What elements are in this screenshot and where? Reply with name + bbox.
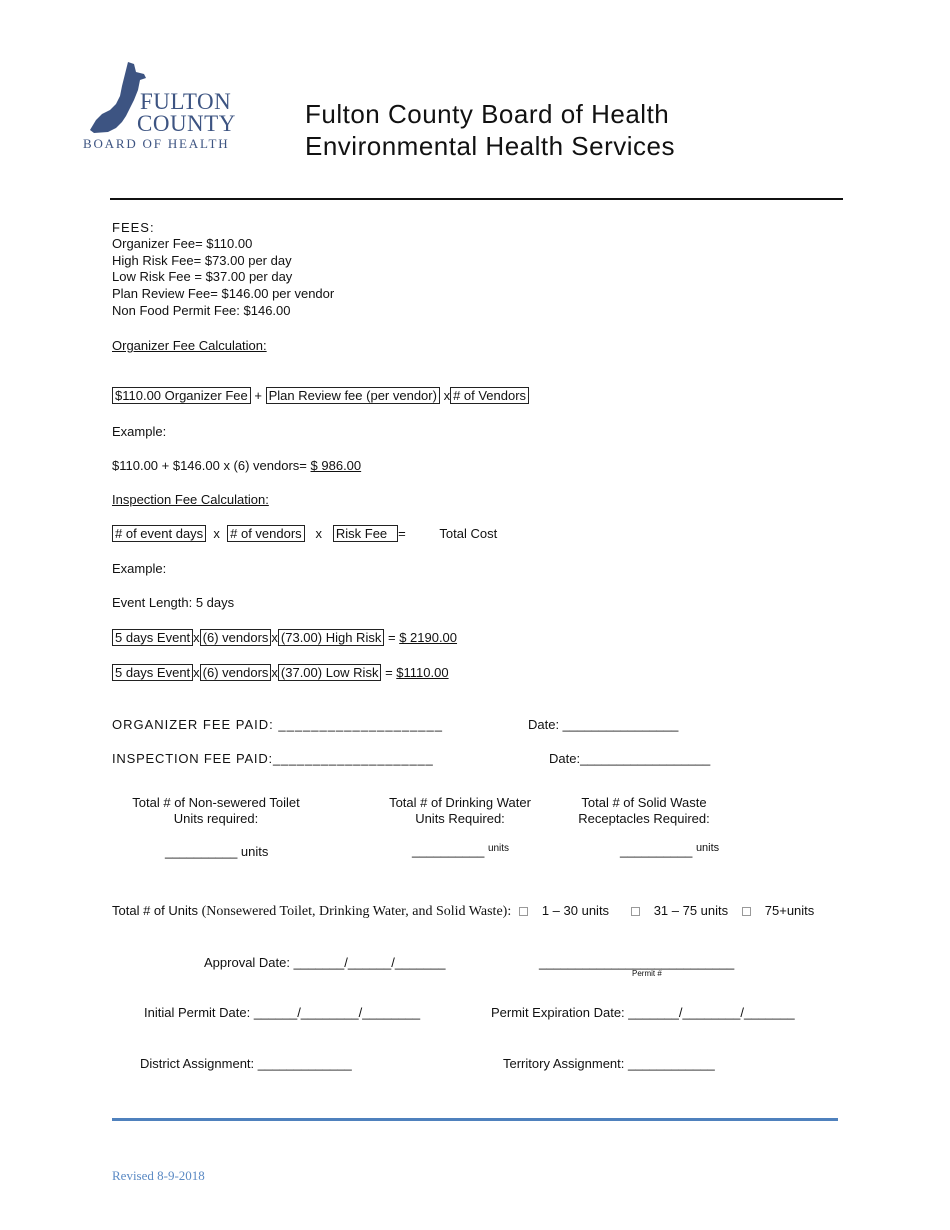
formula-term-vendors: # of Vendors [450, 387, 529, 404]
organizer-example [112, 458, 361, 474]
water-units-line1: Total # of Drinking Water [389, 795, 531, 810]
permit-expiration-date-field[interactable]: Permit Expiration Date: _______/________/_______ [491, 1005, 795, 1020]
organizer-calc-heading: Organizer Fee Calculation: [112, 338, 267, 353]
example-term-days: 5 days Event [112, 664, 193, 681]
logo-line-county: COUNTY [137, 111, 236, 136]
toilet-units-line2: Units required: [173, 811, 259, 826]
fee-item: High Risk Fee= $73.00 per day [112, 253, 292, 268]
fee-item: Non Food Permit Fee: $146.00 [112, 303, 291, 318]
toilet-units-line1: Total # of Non-sewered Toilet [132, 795, 300, 810]
header-title-line2: Environmental Health Services [305, 131, 675, 161]
formula-term-risk-fee: Risk Fee [333, 525, 398, 542]
water-units-label [370, 795, 550, 827]
checkbox-31-75[interactable] [631, 907, 640, 916]
fee-item: Plan Review Fee= $146.00 per vendor [112, 286, 335, 301]
formula-term-event-days: # of event days [112, 525, 206, 542]
waste-units-line1: Total # of Solid Waste [581, 795, 707, 810]
footer-rule [112, 1118, 838, 1121]
initial-permit-date-field[interactable]: Initial Permit Date: ______/________/________ [144, 1005, 421, 1020]
example-term-risk: (73.00) High Risk [278, 629, 384, 646]
formula-operator: = [398, 526, 406, 541]
revised-date: Revised 8-9-2018 [112, 1168, 205, 1183]
option-1-30-label: 1 – 30 units [541, 903, 610, 918]
total-units-row [112, 903, 814, 920]
fee-item: Low Risk Fee = $37.00 per day [112, 269, 293, 284]
waste-units-suffix: units [695, 842, 720, 854]
organizer-example-label: Example: [112, 424, 167, 439]
water-units-suffix: units [487, 843, 510, 854]
option-75-plus-label: 75+units [764, 903, 815, 918]
formula-operator: x [213, 526, 220, 541]
checkbox-1-30[interactable] [519, 907, 528, 916]
waste-units-line2: Receptacles Required: [578, 811, 710, 826]
water-units-field[interactable] [412, 843, 509, 861]
logo-line-board: BOARD OF HEALTH [83, 136, 230, 151]
formula-operator: = [385, 665, 393, 680]
header-rule [110, 198, 843, 200]
waste-units-field[interactable] [620, 843, 719, 860]
example-term-vendors: (6) vendors [200, 629, 272, 646]
organizer-example-result: $ 986.00 [310, 458, 362, 473]
example-term-risk: (37.00) Low Risk [278, 664, 382, 681]
example-term-days: 5 days Event [112, 629, 193, 646]
logo-line-fulton: FULTON [140, 89, 232, 114]
waste-units-blank: __________ [620, 843, 693, 858]
organizer-fee-date-field[interactable]: Date: ________________ [528, 717, 679, 732]
checkbox-75-plus[interactable] [742, 907, 751, 916]
formula-operator: x [443, 388, 451, 403]
logo [82, 60, 257, 155]
example-total: $ 2190.00 [399, 630, 458, 645]
example-total: $1110.00 [396, 665, 449, 680]
event-length: Event Length: 5 days [112, 595, 235, 610]
inspection-formula [112, 526, 497, 542]
example-term-vendors: (6) vendors [200, 664, 272, 681]
permit-number-label: Permit # [632, 969, 662, 978]
organizer-fee-paid-field[interactable]: ORGANIZER FEE PAID: ____________________ [112, 717, 443, 732]
organizer-example-text: $110.00 + $146.00 x (6) vendors= [112, 458, 307, 473]
inspection-calc-heading: Inspection Fee Calculation: [112, 492, 269, 507]
formula-term-plan-review: Plan Review fee (per vendor) [266, 387, 440, 404]
inspection-example-row: 5 days Event x (6) vendors x (37.00) Low Risk = $1110.00 [112, 665, 449, 681]
fees-heading: FEES: [112, 220, 155, 235]
formula-term-vendors: # of vendors [227, 525, 305, 542]
option-31-75-label: 31 – 75 units [653, 903, 729, 918]
inspection-example-row: 5 days Event x (6) vendors x (73.00) High Risk = $ 2190.00 [112, 630, 457, 646]
formula-operator: = [387, 630, 396, 645]
toilet-units-label [118, 795, 314, 827]
fee-item: Organizer Fee= $110.00 [112, 236, 253, 251]
approval-date-field[interactable]: Approval Date: _______/______/_______ [204, 955, 446, 970]
district-assignment-field[interactable]: District Assignment: _____________ [140, 1056, 352, 1071]
water-units-blank: __________ [412, 843, 485, 858]
formula-term-organizer-fee: $110.00 Organizer Fee [112, 387, 251, 404]
toilet-units-field[interactable]: __________ units [165, 844, 269, 859]
header-title-line1: Fulton County Board of Health [305, 99, 670, 129]
inspection-fee-paid-field[interactable]: INSPECTION FEE PAID:____________________ [112, 751, 434, 766]
territory-assignment-field[interactable]: Territory Assignment: ____________ [503, 1056, 715, 1071]
waste-units-label [560, 795, 728, 827]
total-units-paren: (Nonsewered Toilet, Drinking Water, and Solid Waste): [201, 904, 512, 919]
formula-operator: x [315, 526, 323, 541]
inspection-fee-date-field[interactable]: Date:__________________ [549, 751, 711, 766]
total-units-label: Total # of Units [112, 903, 198, 918]
inspection-example-label: Example: [112, 561, 167, 576]
formula-result: Total Cost [439, 526, 498, 541]
permit-number-field[interactable]: ___________________________ [539, 955, 735, 970]
water-units-line2: Units Required: [415, 811, 505, 826]
organizer-formula [112, 388, 529, 404]
formula-operator: + [254, 388, 262, 403]
